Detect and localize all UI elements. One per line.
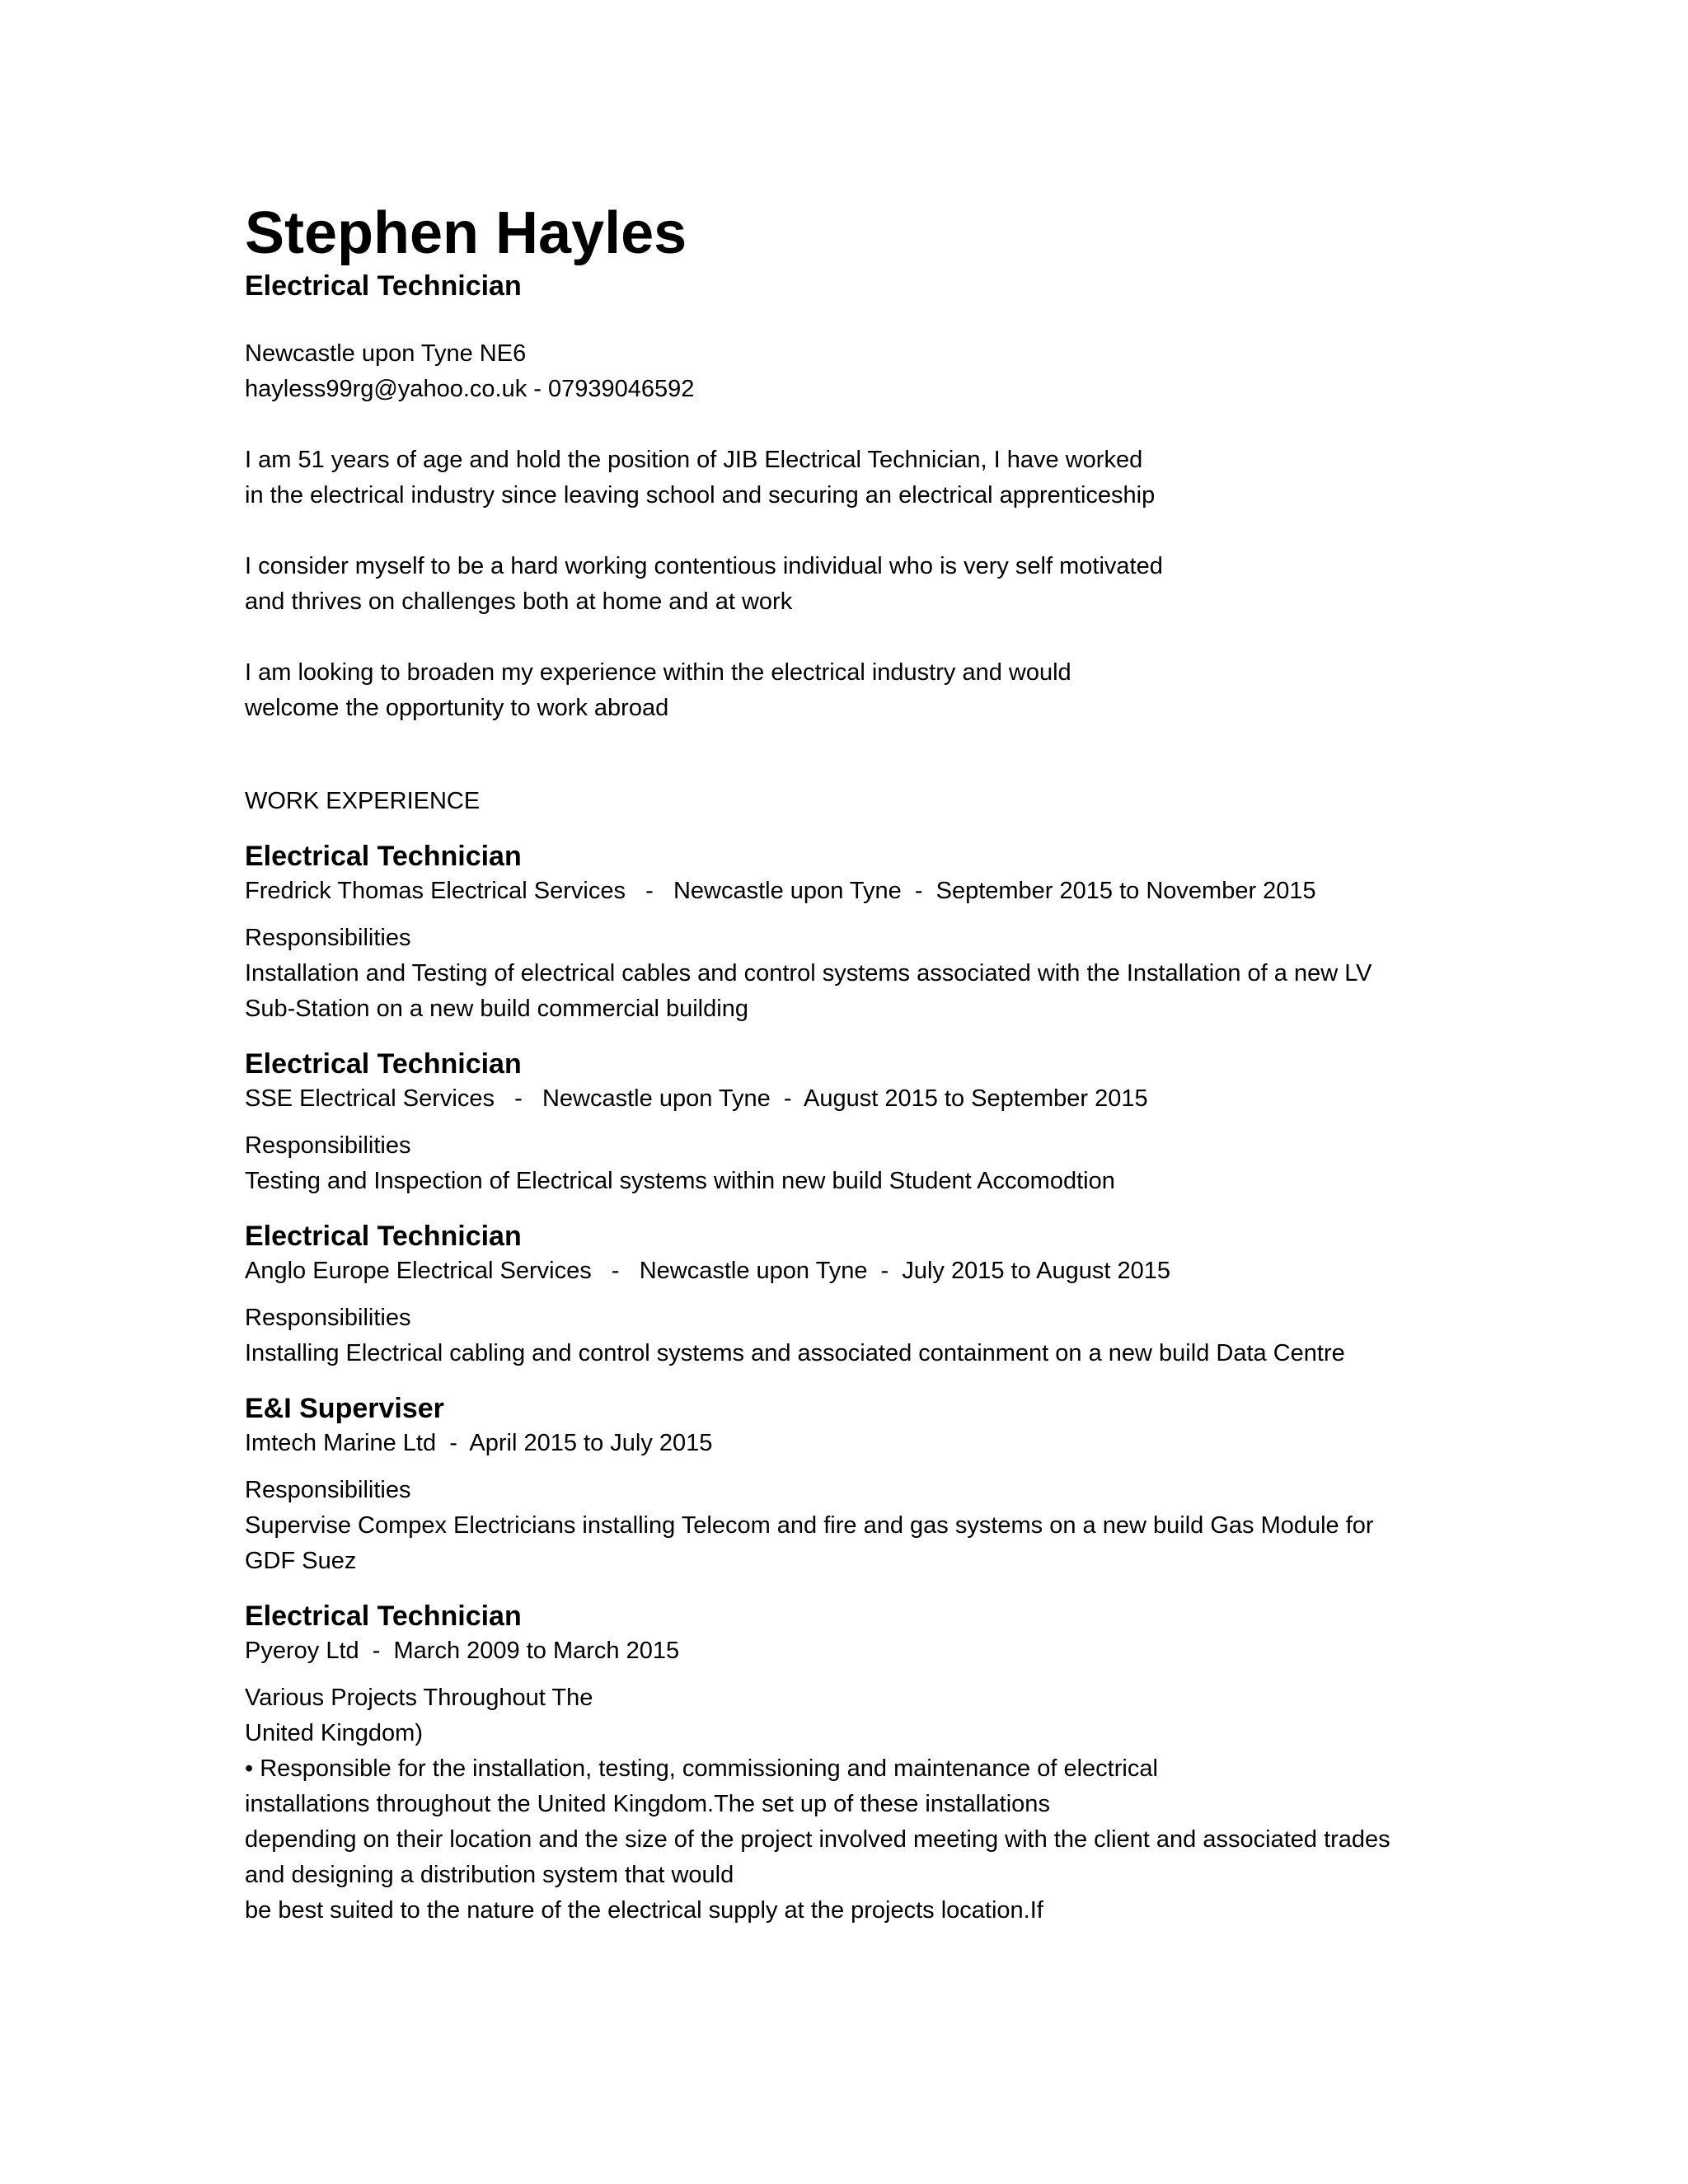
job-title: Electrical Technician xyxy=(245,1048,522,1080)
job-responsibilities xyxy=(245,1680,1440,1929)
responsibility-line: Installation and Testing of electrical cables and control systems associated with the Installation of a new LV xyxy=(245,960,1372,987)
responsibility-line: and designing a distribution system that would xyxy=(245,1862,734,1888)
responsibility-line: GDF Suez xyxy=(245,1548,357,1574)
summary-paragraph-1 xyxy=(245,443,1440,513)
job-title: Electrical Technician xyxy=(245,1601,522,1632)
responsibility-line: be best suited to the nature of the electrical supply at the projects location.If xyxy=(245,1897,1043,1924)
job-responsibilities xyxy=(245,1128,1440,1199)
responsibility-line: • Responsible for the installation, testing, commissioning and maintenance of electrical xyxy=(245,1755,1158,1782)
job-entry xyxy=(245,1599,1440,1929)
job-entry xyxy=(245,839,1440,1027)
job-title: E&I Superviser xyxy=(245,1393,444,1424)
job-meta: Fredrick Thomas Electrical Services - Newcastle upon Tyne - September 2015 to November 2015 xyxy=(245,878,1316,904)
responsibilities-label: Responsibilities xyxy=(245,1305,411,1331)
candidate-name: Stephen Hayles xyxy=(245,200,687,266)
job-meta: SSE Electrical Services - Newcastle upon Tyne - August 2015 to September 2015 xyxy=(245,1085,1148,1112)
job-responsibilities xyxy=(245,1473,1440,1579)
job-meta: Pyeroy Ltd - March 2009 to March 2015 xyxy=(245,1638,680,1664)
responsibility-line: Sub-Station on a new build commercial building xyxy=(245,996,748,1022)
responsibility-line: Testing and Inspection of Electrical systems within new build Student Accomodtion xyxy=(245,1168,1115,1194)
job-meta: Anglo Europe Electrical Services - Newcastle upon Tyne - July 2015 to August 2015 xyxy=(245,1258,1171,1284)
responsibility-line: Supervise Compex Electricians installing Telecom and fire and gas systems on a new build Gas Module for xyxy=(245,1512,1374,1539)
responsibility-line: Installing Electrical cabling and control systems and associated containment on a new build Data Centre xyxy=(245,1340,1345,1366)
job-entry xyxy=(245,1219,1440,1371)
job-title: Electrical Technician xyxy=(245,841,522,872)
job-entry xyxy=(245,1391,1440,1579)
responsibilities-label: Responsibilities xyxy=(245,1477,411,1503)
contact-location: Newcastle upon Tyne NE6 xyxy=(245,340,527,367)
summary-line: in the electrical industry since leaving school and securing an electrical apprenticeship xyxy=(245,482,1156,509)
job-title: Electrical Technician xyxy=(245,1221,522,1252)
summary-line: I am looking to broaden my experience within the electrical industry and would xyxy=(245,659,1071,686)
summary-line: welcome the opportunity to work abroad xyxy=(245,695,669,721)
responsibility-line: depending on their location and the size of the project involved meeting with the client and associated trades xyxy=(245,1826,1390,1853)
work-experience-heading: WORK EXPERIENCE xyxy=(245,788,481,814)
responsibility-line: installations throughout the United Kingdom.The set up of these installations xyxy=(245,1791,1050,1817)
job-responsibilities xyxy=(245,921,1440,1027)
summary-line: I consider myself to be a hard working contentious individual who is very self motivated xyxy=(245,553,1163,579)
responsibilities-label: Responsibilities xyxy=(245,1132,411,1159)
contact-block xyxy=(245,336,1440,407)
responsibility-line: United Kingdom) xyxy=(245,1720,423,1746)
responsibilities-label: Various Projects Throughout The xyxy=(245,1685,593,1711)
job-meta: Imtech Marine Ltd - April 2015 to July 2015 xyxy=(245,1430,713,1456)
contact-email-phone: hayless99rg@yahoo.co.uk - 07939046592 xyxy=(245,376,695,402)
candidate-title: Electrical Technician xyxy=(245,270,522,302)
summary-line: I am 51 years of age and hold the position of JIB Electrical Technician, I have worked xyxy=(245,447,1143,473)
resume-page xyxy=(245,198,1440,1929)
responsibilities-label: Responsibilities xyxy=(245,925,411,951)
job-responsibilities xyxy=(245,1301,1440,1371)
job-entry xyxy=(245,1047,1440,1199)
summary-paragraph-3 xyxy=(245,655,1440,726)
summary-paragraph-2 xyxy=(245,549,1440,620)
summary-line: and thrives on challenges both at home and at work xyxy=(245,588,793,615)
